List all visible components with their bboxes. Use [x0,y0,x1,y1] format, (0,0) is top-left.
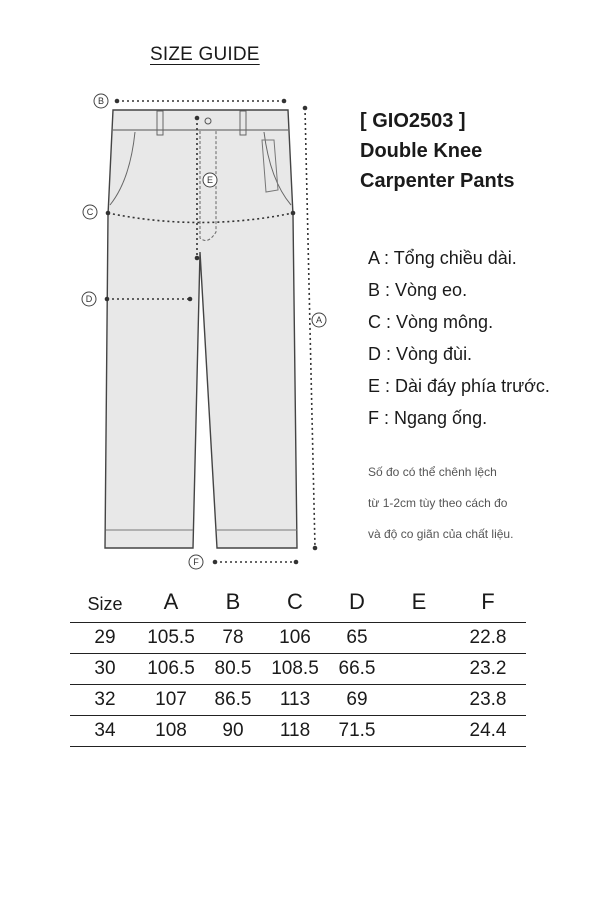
note-line: Số đo có thể chênh lệch [368,465,497,479]
table-cell: 107 [140,685,202,716]
table-cell: 65 [326,623,388,654]
size-guide-title: SIZE GUIDE [150,44,260,65]
table-cell [388,623,450,654]
table-cell [388,654,450,685]
size-table [70,582,526,747]
svg-text:A: A [315,315,323,325]
note-line: từ 1-2cm tùy theo cách đo [368,496,508,510]
marker-f [189,555,203,569]
column-header-size: Size [87,593,123,614]
table-cell: 90 [202,716,264,747]
table-cell: 22.8 [450,623,526,654]
note-line: và độ co giãn của chất liệu. [368,527,514,541]
svg-text:F: F [193,557,199,567]
marker-b [94,94,108,108]
marker-a [312,313,326,327]
column-header-a: A [163,589,179,614]
table-row [70,623,526,654]
product-name-line1: Double Knee [360,140,483,162]
table-cell: 66.5 [326,654,388,685]
legend-item-d: D : Vòng đùi. [368,344,473,364]
table-cell [388,716,450,747]
table-cell: 106 [264,623,326,654]
column-header-e: E [411,589,427,614]
table-cell: 105.5 [140,623,202,654]
svg-text:D: D [85,294,93,304]
table-row [70,685,526,716]
table-cell: 80.5 [202,654,264,685]
table-cell: 86.5 [202,685,264,716]
product-info [360,106,515,196]
table-header-row [70,582,526,623]
table-cell: 30 [70,654,140,685]
column-header-b: B [225,589,241,614]
legend-item-f: F : Ngang ống. [368,408,488,428]
svg-text:B: B [97,96,105,106]
legend-item-e: E : Dài đáy phía trước. [368,376,550,396]
product-name-line2: Carpenter Pants [360,170,515,192]
table-row [70,716,526,747]
column-header-f: F [481,589,495,614]
table-cell: 113 [264,685,326,716]
table-cell: 29 [70,623,140,654]
table-cell: 108 [140,716,202,747]
table-cell: 24.4 [450,716,526,747]
marker-d [82,292,96,306]
table-cell: 71.5 [326,716,388,747]
marker-c [83,205,97,219]
measurement-legend [368,242,550,434]
legend-item-c: C : Vòng mông. [368,312,494,332]
column-header-d: D [349,589,365,614]
table-row [70,654,526,685]
table-cell: 108.5 [264,654,326,685]
marker-e [203,173,217,187]
legend-item-a: A : Tổng chiều dài. [368,248,517,268]
table-cell: 23.8 [450,685,526,716]
svg-text:E: E [206,175,214,185]
svg-text:C: C [86,207,94,217]
table-cell: 78 [202,623,264,654]
column-header-c: C [287,589,303,614]
pants-outline [105,110,297,548]
table-cell: 32 [70,685,140,716]
table-cell: 118 [264,716,326,747]
table-cell: 106.5 [140,654,202,685]
table-cell [388,685,450,716]
table-cell: 69 [326,685,388,716]
product-code: [ GIO2503 ] [360,110,466,132]
table-cell: 23.2 [450,654,526,685]
legend-item-b: B : Vòng eo. [368,280,468,300]
table-cell: 34 [70,716,140,747]
measurement-note [368,457,513,550]
